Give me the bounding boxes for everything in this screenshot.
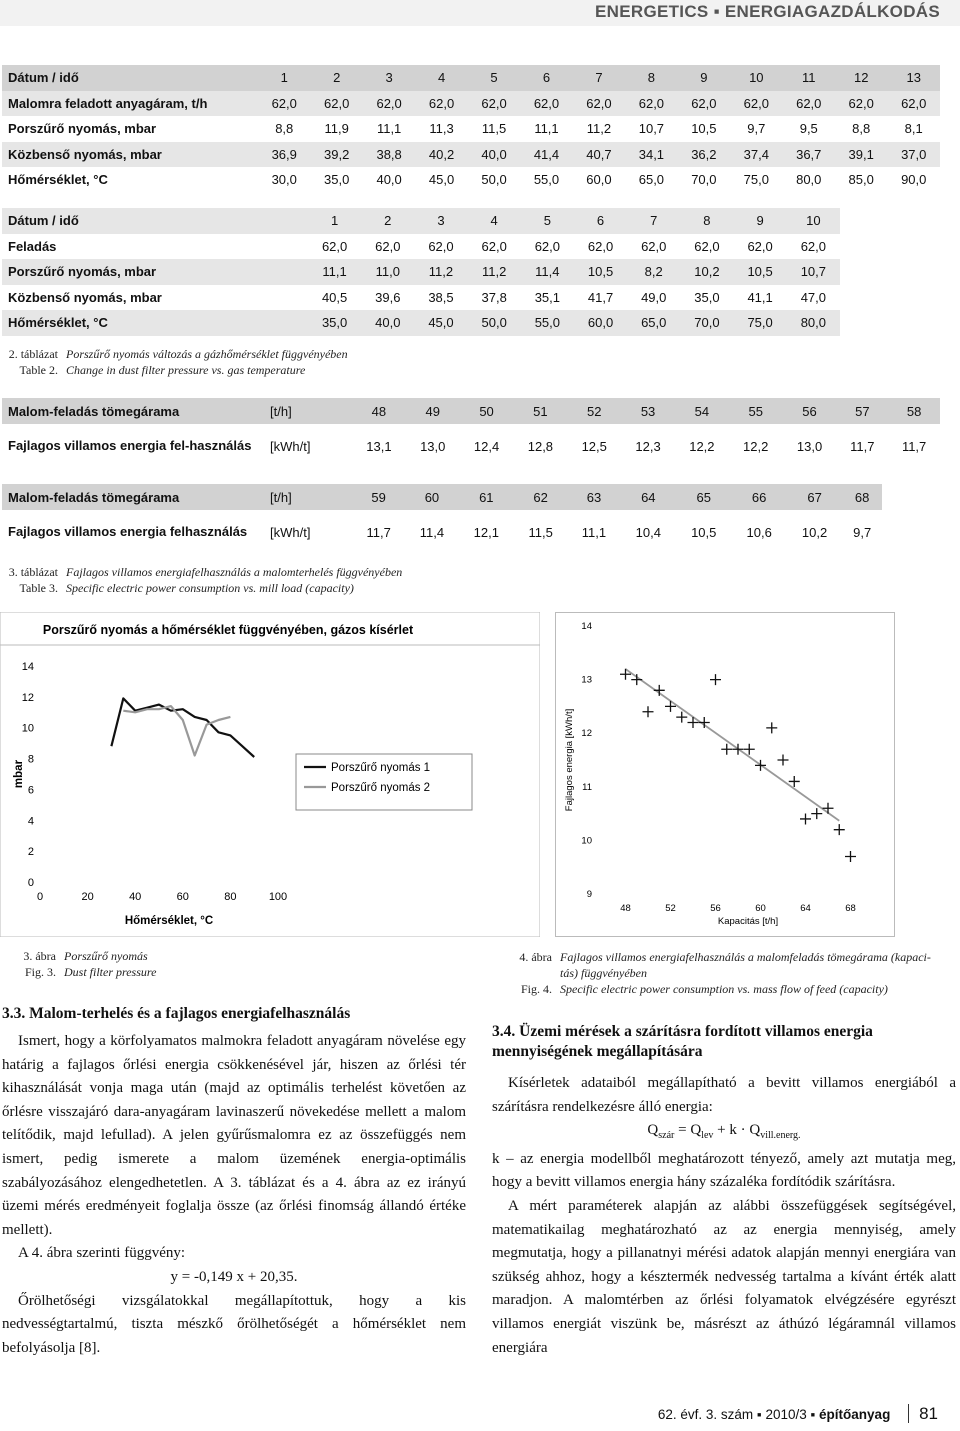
table-cell: 10,4 — [635, 524, 661, 540]
table-cell: 62 — [533, 489, 548, 505]
section-3-4-paragraph-2: k – az energia modellből meghatározott tényező, amely azt mutatja meg, hogy a bevitt villamos energia hány százaléka fordítódik szárításra. — [492, 1150, 956, 1191]
x-axis-label: Hőmérséklet, °C — [124, 915, 214, 927]
table-cell: 2 — [384, 213, 392, 229]
table-cell: 62,0 — [638, 95, 665, 111]
table-cell: 80,0 — [796, 172, 822, 188]
table-cell: 60 — [424, 489, 440, 505]
row-label: Dátum / idő — [8, 70, 79, 86]
table-cell: 7 — [595, 70, 603, 86]
y-axis-label: Fajlagos energia [kWh/t] — [564, 708, 575, 812]
table-cell: 56 — [802, 403, 817, 419]
table-cell: 40,0 — [481, 146, 507, 162]
x-tick-label: 80 — [224, 891, 237, 903]
page-number: 81 — [908, 1404, 938, 1423]
y-axis-label: mbar — [13, 759, 25, 789]
y-tick-label: 6 — [27, 784, 34, 797]
table-cell: 62,0 — [848, 95, 874, 111]
table-cell: 62,0 — [587, 238, 614, 254]
table-row — [2, 234, 840, 260]
table-cell: 11,3 — [429, 121, 454, 137]
table-cell: 40,0 — [376, 172, 402, 188]
y-tick-label: 13 — [581, 674, 592, 686]
table-cell: 40,5 — [321, 289, 348, 305]
figure-4-caption: 4. ábra Fajlagos villamos energiafelhasználás a malomfeladás tömegárama (kapaci-tás) függvényében Fig. 4. Specific electric power consumption vs. mass flow of feed (capacity) — [519, 950, 931, 996]
table-cell: 58 — [906, 403, 922, 419]
table-cell: 11,7 — [366, 524, 391, 540]
table-cell: 62,0 — [324, 95, 350, 111]
row-label: Közbenső nyomás, mbar — [8, 289, 162, 305]
table-cell: 50,0 — [481, 315, 507, 331]
table-cell: 35,0 — [321, 315, 348, 331]
table-cell: 35,1 — [534, 289, 560, 305]
table-cell: 3 — [437, 213, 445, 229]
table-row — [2, 424, 940, 468]
table-cell: 65,0 — [641, 315, 667, 331]
table-cell: 9,7 — [853, 524, 872, 540]
table-cell: 6 — [596, 213, 605, 229]
table-cell: 47,0 — [800, 289, 826, 305]
table-cell: 10,2 — [694, 264, 720, 280]
table-cell: 10,5 — [747, 264, 773, 280]
x-tick-label: 68 — [845, 903, 856, 914]
table-cell: 12,2 — [743, 438, 769, 454]
table-cell: 37,0 — [901, 146, 927, 162]
x-tick-label: 40 — [129, 891, 142, 903]
section-3-3-formula: y = -0,149 x + 20,35. — [170, 1268, 298, 1285]
table-cell: 9,7 — [747, 121, 766, 137]
x-axis-label: Kapacitás [t/h] — [717, 916, 779, 927]
row-unit: [t/h] — [270, 489, 292, 505]
x-tick-label: 56 — [710, 903, 721, 914]
table-cell: 39,6 — [375, 289, 401, 305]
section-3-4-title: 3.4. Üzemi mérések a szárításra fordított villamos energia mennyiségének megállapítására — [492, 1023, 873, 1060]
table-cell: 85,0 — [848, 172, 874, 188]
table-cell: 62,0 — [796, 95, 822, 111]
table-row — [2, 484, 882, 510]
table-cell: 8,8 — [275, 121, 294, 137]
table-cell: 38,5 — [428, 289, 454, 305]
table-cell: 63 — [586, 489, 602, 505]
table-cell: 60,0 — [586, 172, 612, 188]
row-label: Fajlagos villamos energia fel-használás — [8, 438, 252, 453]
section-3-4-paragraph-3: A mért paraméterek alapján az alábbi összefüggések segítségével, matematikailag meghatározható az az energia mennyiség, amely megmutatja, hogy a pillanatnyi mérési adatok alapján mennyi energiára van szükség ahhoz, hogy a késztermék nedvesség tartalma a kívánt érték alatt maradjon. A malomtérben az őrlési folyamatok elvégzésére egyrészt villamos energiát viszünk be, másrészt az áthúzó légáramnál villamos energiára — [492, 1197, 956, 1356]
table-cell: 11,1 — [376, 121, 402, 137]
table-2-caption: 2. táblázat Porszűrő nyomás változás a gázhőmérséklet függvényében Table 2. Change in dust filter pressure vs. gas temperature — [8, 347, 348, 377]
table-cell: 39,1 — [848, 146, 874, 162]
table-cell: 8 — [703, 213, 711, 229]
table-cell: 49,0 — [641, 289, 667, 305]
table-row — [2, 398, 940, 424]
table-cell: 62,0 — [747, 238, 773, 254]
table-cell: 10,5 — [691, 121, 717, 137]
table-cell: 1 — [280, 70, 288, 86]
table-cell: 11,1 — [322, 264, 347, 280]
row-unit: [kWh/t] — [270, 524, 311, 540]
table-cell: 36,2 — [691, 146, 717, 162]
table-cell: 11,9 — [324, 121, 349, 137]
table-cell: 62,0 — [428, 95, 455, 111]
table-cell: 13,0 — [420, 438, 446, 454]
table-cell: 70,0 — [694, 315, 720, 331]
table-cell: 11,4 — [419, 524, 445, 540]
table-cell: 11,5 — [528, 524, 553, 540]
table-cell: 57 — [855, 403, 870, 419]
section-3-3-paragraph-2: A 4. ábra szerinti függvény: — [18, 1245, 186, 1262]
table-cell: 10,7 — [800, 264, 826, 280]
table-cell: 90,0 — [901, 172, 927, 188]
table-cell: 10 — [749, 70, 764, 86]
x-tick-label: 0 — [36, 891, 44, 903]
section-3-3-body — [2, 1030, 466, 1360]
table-cell: 75,0 — [743, 172, 769, 188]
table-cell: 50,0 — [481, 172, 507, 188]
table-row — [2, 310, 840, 336]
table-cell: 1 — [330, 213, 339, 229]
table-cell: 10,5 — [587, 264, 614, 280]
y-tick-label: 10 — [581, 835, 592, 847]
row-label: Hőmérséklet, °C — [8, 172, 108, 188]
table-row — [2, 285, 840, 311]
row-unit: [kWh/t] — [270, 438, 311, 454]
x-tick-label: 100 — [268, 891, 288, 903]
y-tick-label: 12 — [21, 691, 34, 704]
table-row — [2, 208, 840, 234]
section-3-3-paragraph-3: Őrölhetőségi vizsgálatokkal megállapítottuk, hogy a kis nedvességtartalmú, tiszta mészkő őrölhetőségét a hőmérséklet nem befolyásolja [8]. — [2, 1292, 466, 1356]
specific-energy-chart — [555, 612, 895, 937]
table-cell: 11,2 — [428, 264, 454, 280]
table-cell: 9 — [756, 213, 764, 229]
table-cell: 12,1 — [473, 524, 499, 540]
table-cell: 55,0 — [534, 315, 560, 331]
table-cell: 9 — [700, 70, 708, 86]
table-cell: 12,5 — [581, 438, 607, 454]
y-tick-label: 4 — [27, 815, 34, 828]
table-cell: 62,0 — [271, 95, 297, 111]
table-cell: 12,4 — [473, 438, 500, 454]
y-tick-label: 11 — [582, 781, 592, 793]
table-cell: 62,0 — [481, 95, 507, 111]
row-label: Porszűrő nyomás, mbar — [8, 264, 157, 280]
table-3b — [2, 484, 882, 554]
table-cell: 10 — [806, 213, 821, 229]
table-cell: 62,0 — [428, 238, 454, 254]
table-cell: 45,0 — [428, 172, 455, 188]
table-cell: 55,0 — [533, 172, 560, 188]
row-label: Fajlagos villamos energia felhasználás — [8, 524, 248, 539]
table-cell: 51 — [533, 403, 548, 419]
table-cell: 68 — [854, 489, 870, 505]
table-cell: 11,2 — [481, 264, 507, 280]
table-cell: 4 — [490, 213, 498, 229]
table-cell: 10,7 — [638, 121, 665, 137]
table-row — [2, 65, 940, 91]
journal-title: ENERGETICS ▪ ENERGIAGAZDÁLKODÁS — [595, 2, 940, 21]
table-cell: 41,7 — [587, 289, 614, 305]
table-cell: 41,1 — [747, 289, 773, 305]
table-cell: 36,9 — [271, 146, 297, 162]
table-cell: 37,4 — [743, 146, 769, 162]
table-cell: 40,2 — [428, 146, 455, 162]
table-cell: 12 — [853, 70, 869, 86]
table-row — [2, 167, 940, 193]
table-cell: 10,5 — [691, 524, 717, 540]
table-cell: 60,0 — [587, 315, 614, 331]
table-cell: 50 — [479, 403, 494, 419]
row-label: Malomra feladott anyagáram, t/h — [8, 95, 208, 111]
legend-label-1: Porszűrő nyomás 1 — [331, 762, 431, 774]
x-tick-label: 20 — [81, 891, 94, 903]
row-label: Dátum / idő — [8, 213, 79, 229]
table-cell: 11,4 — [535, 264, 560, 280]
table-row — [2, 116, 940, 142]
x-tick-label: 48 — [620, 903, 631, 914]
row-label: Malom-feladás tömegárama — [8, 489, 180, 505]
table-cell: 65,0 — [638, 172, 665, 188]
table-cell: 62,0 — [586, 95, 612, 111]
y-tick-label: 9 — [586, 889, 592, 900]
table-cell: 11,0 — [375, 264, 400, 280]
table-row — [2, 259, 840, 285]
table-cell: 39,2 — [324, 146, 350, 162]
table-1 — [2, 65, 940, 193]
table-cell: 49 — [425, 403, 440, 419]
table-cell: 5 — [543, 213, 551, 229]
table-cell: 62,0 — [375, 238, 401, 254]
table-cell: 8,1 — [904, 121, 923, 137]
table-cell: 13,1 — [366, 438, 392, 454]
table-cell: 62,0 — [691, 95, 717, 111]
section-3-3-paragraph-1: Ismert, hogy a körfolyamatos malmokra feladott anyagáram növelése egy határig a fajlagos őrlési energia csökkenésével jár, hiszen az őrlési tér kihasználását vonja maga után (majd az optimális terhelést követően az őrlésre visszajáró dara-anyagáram lavinaszerű növekedése mellett a malom telítődik, majd lefullad). A jelen gyűrűsmalomra ez az összefüggés nem ismert, pedig ismerete a malom üzemének energia-optimális szabályozásához elengedhetetlen. A 3. táblázat és a 4. ábra az ez irányú üzemi mérés eredményeit foglalja össze (az őrlési finomság állandó értéke mellett). — [2, 1033, 466, 1238]
page-footer — [658, 1404, 938, 1424]
y-tick-label: 8 — [27, 753, 34, 766]
y-tick-label: 2 — [27, 846, 34, 859]
table-cell: 62,0 — [641, 238, 667, 254]
table-cell: 62,0 — [481, 238, 507, 254]
x-tick-label: 60 — [755, 903, 766, 914]
y-tick-label: 12 — [581, 728, 592, 740]
table-cell: 36,7 — [796, 146, 822, 162]
table-cell: 11 — [802, 70, 816, 86]
table-cell: 3 — [385, 70, 393, 86]
section-3-4-formula: $Q_{szár} = Q_{lev} + k \cdot Q_{vill.energ.}$ — [647, 1122, 801, 1142]
table-cell: 75,0 — [747, 315, 773, 331]
table-cell: 40,0 — [375, 315, 401, 331]
chart1-title: Porszűrő nyomás a hőmérséklet függvényében, gázos kísérlet — [42, 623, 414, 637]
table-cell: 6 — [542, 70, 551, 86]
table-cell: 65 — [696, 489, 711, 505]
table-cell: 30,0 — [271, 172, 297, 188]
y-tick-label: 10 — [21, 722, 34, 735]
table-cell: 11,7 — [901, 438, 927, 454]
table-cell: 62,0 — [321, 238, 348, 254]
table-cell: 61 — [479, 489, 494, 505]
y-tick-label: 0 — [27, 877, 34, 889]
chart1-legend — [296, 754, 472, 810]
table-cell: 12,3 — [635, 438, 661, 454]
table-cell: 34,1 — [638, 146, 665, 162]
table-cell: 4 — [437, 70, 446, 86]
issue-info: 62. évf. 3. szám ▪ 2010/3 ▪ — [657, 1407, 816, 1422]
row-label: Malom-feladás tömegárama — [8, 403, 180, 419]
x-tick-label: 64 — [800, 903, 811, 914]
row-label: Feladás — [8, 238, 57, 254]
row-label: Porszűrő nyomás, mbar — [8, 121, 157, 137]
y-tick-label: 14 — [581, 621, 592, 632]
table-cell: 66 — [751, 489, 767, 505]
table-row — [2, 91, 940, 117]
table-cell: 2 — [333, 70, 341, 86]
table-cell: 11,1 — [581, 524, 607, 540]
legend-label-2: Porszűrő nyomás 2 — [331, 782, 431, 794]
table-cell: 8,8 — [852, 121, 871, 137]
table-cell: 35,0 — [694, 289, 720, 305]
table-cell: 59 — [371, 489, 386, 505]
table-cell: 38,8 — [376, 146, 402, 162]
row-label: Hőmérséklet, °C — [8, 315, 108, 331]
table-cell: 45,0 — [428, 315, 454, 331]
table-cell: 62,0 — [901, 95, 927, 111]
table-cell: 67 — [807, 489, 822, 505]
table-cell: 48 — [371, 403, 387, 419]
row-label: Közbenső nyomás, mbar — [8, 146, 162, 162]
table-cell: 80,0 — [800, 315, 826, 331]
table-cell: 5 — [490, 70, 498, 86]
table-cell: 62,0 — [800, 238, 826, 254]
y-tick-label: 14 — [21, 661, 34, 673]
journal-brand: építőanyag — [819, 1407, 891, 1422]
table-cell: 55 — [748, 403, 763, 419]
table-cell: 13 — [906, 70, 921, 86]
table-cell: 64 — [641, 489, 656, 505]
table-row — [2, 142, 940, 168]
table-cell: 35,0 — [324, 172, 350, 188]
table-cell: 62,0 — [376, 95, 402, 111]
table-row — [2, 510, 882, 554]
x-tick-label: 60 — [176, 891, 189, 903]
table-cell: 54 — [694, 403, 710, 419]
figure-3-caption: 3. ábra Porszűrő nyomás Fig. 3. Dust filter pressure — [23, 949, 157, 979]
table-cell: 52 — [586, 403, 602, 419]
table-cell: 62,0 — [743, 95, 769, 111]
page-header — [0, 0, 960, 26]
row-unit: [t/h] — [270, 403, 292, 419]
table-cell: 7 — [650, 213, 658, 229]
table-cell: 70,0 — [691, 172, 717, 188]
table-cell: 10,6 — [746, 524, 772, 540]
table-cell: 41,4 — [533, 146, 560, 162]
table-cell: 11,5 — [481, 121, 507, 137]
table-2 — [2, 208, 840, 336]
table-cell: 13,0 — [796, 438, 823, 454]
x-tick-label: 52 — [665, 903, 676, 914]
table-cell: 62,0 — [534, 238, 560, 254]
table-cell: 11,7 — [850, 438, 875, 454]
table-cell: 11,2 — [586, 121, 612, 137]
table-cell: 8,2 — [644, 264, 663, 280]
table-cell: 37,8 — [481, 289, 507, 305]
table-cell: 62,0 — [533, 95, 560, 111]
table-cell: 40,7 — [586, 146, 612, 162]
table-cell: 62,0 — [694, 238, 720, 254]
table-cell: 10,2 — [801, 524, 828, 540]
table-cell: 12,8 — [527, 438, 554, 454]
dust-filter-pressure-chart — [0, 612, 540, 937]
table-cell: 8 — [647, 70, 656, 86]
section-3-3-title: 3.3. Malom-terhelés és a fajlagos energiafelhasználás — [2, 1005, 351, 1022]
table-cell: 12,2 — [689, 438, 715, 454]
table-cell: 53 — [640, 403, 656, 419]
table-3-caption: 3. táblázat Fajlagos villamos energiafelhasználás a malomterhelés függvényében Table 3. Specific electric power consumption vs. mill load (capacity) — [8, 565, 403, 595]
section-3-4-paragraph-1: Kísérletek adataiból megállapítható a bevitt villamos energiából a szárításra rendelkezésre álló energia: — [492, 1075, 956, 1115]
section-3-4-body — [492, 1072, 956, 1360]
table-cell: 11,1 — [534, 121, 559, 137]
table-3a — [2, 398, 940, 468]
table-cell: 9,5 — [799, 121, 818, 137]
